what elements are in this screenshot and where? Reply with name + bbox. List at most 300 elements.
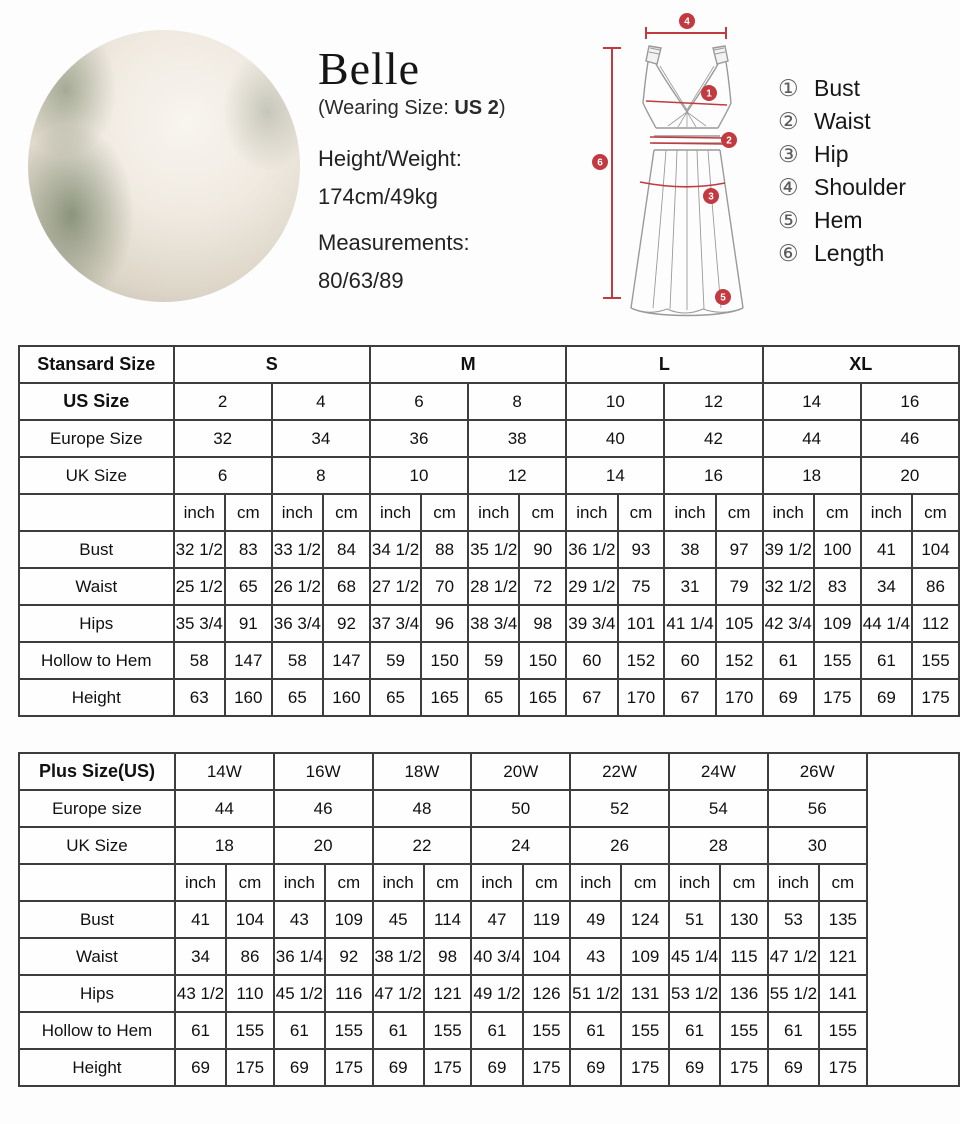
- table-cell: 26W: [768, 753, 867, 790]
- table-cell: 93: [618, 531, 665, 568]
- table-cell: 91: [225, 605, 272, 642]
- table-cell: Bust: [19, 901, 175, 938]
- table-cell: 24W: [669, 753, 768, 790]
- table-cell: 29 1/2: [566, 568, 617, 605]
- table-cell: 44: [175, 790, 274, 827]
- table-cell: 32 1/2: [763, 568, 814, 605]
- wearing-size-prefix: (Wearing Size:: [318, 96, 455, 119]
- table-cell: 52: [570, 790, 669, 827]
- legend-item-hip: [778, 138, 906, 171]
- table-cell: 61: [175, 1012, 226, 1049]
- table-row: [19, 420, 959, 457]
- table-cell: cm: [424, 864, 472, 901]
- table-cell: cm: [325, 864, 373, 901]
- table-cell: cm: [716, 494, 763, 531]
- table-cell: 49 1/2: [471, 975, 522, 1012]
- dress-diagram: [580, 0, 770, 320]
- table-cell: 47 1/2: [373, 975, 424, 1012]
- table-cell: 70: [421, 568, 468, 605]
- table-cell: 67: [664, 679, 715, 716]
- table-cell: 59: [468, 642, 519, 679]
- table-cell: 31: [664, 568, 715, 605]
- table-cell: cm: [323, 494, 370, 531]
- table-cell: 69: [175, 1049, 226, 1086]
- table-cell: 175: [621, 1049, 669, 1086]
- table-cell: 47 1/2: [768, 938, 819, 975]
- circled-3-icon: ③: [778, 141, 799, 167]
- table-cell: cm: [618, 494, 665, 531]
- table-cell: 88: [421, 531, 468, 568]
- table-cell: 28: [669, 827, 768, 864]
- table-cell: 37 3/4: [370, 605, 421, 642]
- table-cell: 48: [373, 790, 472, 827]
- table-cell: 92: [325, 938, 373, 975]
- table-cell: 84: [323, 531, 370, 568]
- table-row: [19, 938, 959, 975]
- table-cell: 58: [174, 642, 225, 679]
- table-cell: 152: [618, 642, 665, 679]
- legend-item-shoulder: [778, 171, 906, 204]
- table-cell: 16W: [274, 753, 373, 790]
- table-cell: 12: [468, 457, 566, 494]
- table-cell: 18: [175, 827, 274, 864]
- table-cell: Bust: [19, 531, 174, 568]
- table-cell: 115: [720, 938, 768, 975]
- table-cell: 105: [716, 605, 763, 642]
- table-cell: 109: [325, 901, 373, 938]
- table-cell: 69: [768, 1049, 819, 1086]
- table-cell: 98: [424, 938, 472, 975]
- table-cell: cm: [912, 494, 959, 531]
- table-cell: 116: [325, 975, 373, 1012]
- table-cell: 61: [570, 1012, 621, 1049]
- table-cell: 42 3/4: [763, 605, 814, 642]
- legend-label: Length: [814, 240, 885, 266]
- table-cell: 155: [912, 642, 959, 679]
- table-row: [19, 975, 959, 1012]
- table-cell: 14: [763, 383, 861, 420]
- table-row: [19, 901, 959, 938]
- table-cell: 53 1/2: [669, 975, 720, 1012]
- table-cell: 69: [373, 1049, 424, 1086]
- table-cell: 8: [272, 457, 370, 494]
- table-cell: 126: [523, 975, 571, 1012]
- table-row: [19, 531, 959, 568]
- table-cell: 121: [819, 938, 867, 975]
- table-cell: inch: [272, 494, 323, 531]
- table-row: [19, 1049, 959, 1086]
- table-row: [19, 568, 959, 605]
- table-cell: 175: [226, 1049, 274, 1086]
- table-cell: 59: [370, 642, 421, 679]
- table-row: [19, 346, 959, 383]
- table-cell: 55 1/2: [768, 975, 819, 1012]
- table-cell: 22: [373, 827, 472, 864]
- table-cell: 110: [226, 975, 274, 1012]
- table-row: [19, 753, 959, 790]
- table-cell: 26: [570, 827, 669, 864]
- table-cell: inch: [468, 494, 519, 531]
- table-cell: inch: [861, 494, 912, 531]
- table-cell: [867, 753, 959, 1086]
- table-cell: 109: [814, 605, 861, 642]
- table-row: [19, 864, 959, 901]
- table-cell: 112: [912, 605, 959, 642]
- table-cell: 69: [274, 1049, 325, 1086]
- table-cell: 65: [272, 679, 323, 716]
- table-cell: inch: [174, 494, 225, 531]
- table-cell: inch: [373, 864, 424, 901]
- table-cell: 86: [226, 938, 274, 975]
- plus-size-table: [18, 752, 960, 1087]
- table-cell: 75: [618, 568, 665, 605]
- table-cell: 14W: [175, 753, 274, 790]
- table-cell: 32: [174, 420, 272, 457]
- table-cell: 68: [323, 568, 370, 605]
- table-cell: 34: [861, 568, 912, 605]
- table-cell: 155: [325, 1012, 373, 1049]
- legend-label: Waist: [814, 108, 871, 134]
- table-cell: 69: [669, 1049, 720, 1086]
- table-cell: 38: [664, 531, 715, 568]
- table-cell: 44: [763, 420, 861, 457]
- legend-item-waist: [778, 105, 906, 138]
- table-cell: 36: [370, 420, 468, 457]
- table-cell: 155: [523, 1012, 571, 1049]
- table-cell: 170: [618, 679, 665, 716]
- table-cell: inch: [763, 494, 814, 531]
- table-cell: 20W: [471, 753, 570, 790]
- table-cell: 175: [912, 679, 959, 716]
- table-cell: Europe Size: [19, 420, 174, 457]
- table-cell: 175: [819, 1049, 867, 1086]
- table-cell: 27 1/2: [370, 568, 421, 605]
- table-cell: 8: [468, 383, 566, 420]
- table-cell: Height: [19, 1049, 175, 1086]
- table-cell: 32 1/2: [174, 531, 225, 568]
- callout-bust: 1: [706, 88, 712, 100]
- callout-hem: 5: [720, 292, 726, 304]
- table-cell: 40 3/4: [471, 938, 522, 975]
- measurement-legend: [778, 72, 906, 270]
- table-cell: 39 1/2: [763, 531, 814, 568]
- table-cell: 100: [814, 531, 861, 568]
- table-cell: Hips: [19, 605, 174, 642]
- legend-item-bust: [778, 72, 906, 105]
- table-cell: 69: [471, 1049, 522, 1086]
- table-cell: 86: [912, 568, 959, 605]
- table-cell: 61: [861, 642, 912, 679]
- table-cell: 104: [523, 938, 571, 975]
- table-cell: 65: [468, 679, 519, 716]
- table-cell: M: [370, 346, 566, 383]
- table-cell: 160: [225, 679, 272, 716]
- table-cell: 16: [861, 383, 959, 420]
- table-cell: 60: [664, 642, 715, 679]
- table-cell: 92: [323, 605, 370, 642]
- table-cell: 28 1/2: [468, 568, 519, 605]
- table-cell: 47: [471, 901, 522, 938]
- table-cell: 38: [468, 420, 566, 457]
- table-cell: 160: [323, 679, 370, 716]
- table-cell: Hips: [19, 975, 175, 1012]
- table-cell: 114: [424, 901, 472, 938]
- table-cell: 155: [819, 1012, 867, 1049]
- table-cell: 35 3/4: [174, 605, 225, 642]
- callout-hip: 3: [708, 191, 714, 203]
- model-name: Belle: [318, 43, 421, 94]
- table-cell: 121: [424, 975, 472, 1012]
- table-cell: 61: [768, 1012, 819, 1049]
- table-cell: inch: [274, 864, 325, 901]
- table-cell: 98: [519, 605, 566, 642]
- table-row: [19, 494, 959, 531]
- table-cell: Hollow to Hem: [19, 642, 174, 679]
- table-cell: 38 1/2: [373, 938, 424, 975]
- table-cell: 12: [664, 383, 762, 420]
- table-cell: inch: [768, 864, 819, 901]
- table-cell: 155: [226, 1012, 274, 1049]
- table-cell: Waist: [19, 568, 174, 605]
- table-cell: cm: [523, 864, 571, 901]
- table-cell: 60: [566, 642, 617, 679]
- table-cell: 175: [424, 1049, 472, 1086]
- table-cell: cm: [819, 864, 867, 901]
- table-cell: 24: [471, 827, 570, 864]
- table-cell: 170: [716, 679, 763, 716]
- table-cell: 53: [768, 901, 819, 938]
- table-cell: 135: [819, 901, 867, 938]
- table-cell: 63: [174, 679, 225, 716]
- table-cell: 36 1/2: [566, 531, 617, 568]
- table-cell: Stansard Size: [19, 346, 174, 383]
- table-cell: 33 1/2: [272, 531, 323, 568]
- table-cell: 130: [720, 901, 768, 938]
- table-cell: Hollow to Hem: [19, 1012, 175, 1049]
- table-cell: 18: [763, 457, 861, 494]
- table-cell: 147: [225, 642, 272, 679]
- table-cell: 36 3/4: [272, 605, 323, 642]
- table-cell: cm: [519, 494, 566, 531]
- table-cell: 155: [621, 1012, 669, 1049]
- wearing-size-suffix: ): [498, 96, 506, 119]
- table-cell: 131: [621, 975, 669, 1012]
- callout-length: 6: [597, 157, 603, 169]
- table-cell: 155: [720, 1012, 768, 1049]
- table-cell: inch: [664, 494, 715, 531]
- table-cell: 41 1/4: [664, 605, 715, 642]
- table-cell: Plus Size(US): [19, 753, 175, 790]
- table-cell: 45: [373, 901, 424, 938]
- table-cell: Europe size: [19, 790, 175, 827]
- legend-label: Hem: [814, 207, 863, 233]
- table-cell: 90: [519, 531, 566, 568]
- table-cell: 69: [861, 679, 912, 716]
- table-cell: 42: [664, 420, 762, 457]
- table-cell: 56: [768, 790, 867, 827]
- table-cell: L: [566, 346, 762, 383]
- table-cell: 39 3/4: [566, 605, 617, 642]
- height-weight-label: Height/Weight:: [318, 145, 462, 171]
- callout-shoulder: 4: [684, 16, 690, 28]
- table-cell: 141: [819, 975, 867, 1012]
- callout-waist: 2: [726, 135, 732, 147]
- wearing-size-value: US 2: [454, 96, 499, 119]
- table-cell: 20: [861, 457, 959, 494]
- table-cell: 18W: [373, 753, 472, 790]
- table-cell: 51: [669, 901, 720, 938]
- legend-item-length: [778, 237, 906, 270]
- table-cell: 61: [471, 1012, 522, 1049]
- table-cell: cm: [720, 864, 768, 901]
- table-cell: 150: [421, 642, 468, 679]
- table-cell: 72: [519, 568, 566, 605]
- table-cell: 147: [323, 642, 370, 679]
- dress-sketch: [631, 46, 743, 316]
- circled-4-icon: ④: [778, 174, 799, 200]
- table-cell: 38 3/4: [468, 605, 519, 642]
- table-cell: UK Size: [19, 827, 175, 864]
- circled-1-icon: ①: [778, 75, 799, 101]
- table-cell: 49: [570, 901, 621, 938]
- table-cell: 54: [669, 790, 768, 827]
- circled-2-icon: ②: [778, 108, 799, 134]
- table-cell: 46: [274, 790, 373, 827]
- wearing-size: [318, 97, 506, 120]
- table-cell: 10: [566, 383, 664, 420]
- table-row: [19, 679, 959, 716]
- table-cell: 25 1/2: [174, 568, 225, 605]
- table-cell: Height: [19, 679, 174, 716]
- table-cell: 83: [814, 568, 861, 605]
- table-cell: 97: [716, 531, 763, 568]
- table-cell: cm: [225, 494, 272, 531]
- table-cell: 43 1/2: [175, 975, 226, 1012]
- table-cell: 40: [566, 420, 664, 457]
- table-cell: UK Size: [19, 457, 174, 494]
- table-cell: 136: [720, 975, 768, 1012]
- table-cell: cm: [621, 864, 669, 901]
- table-cell: 46: [861, 420, 959, 457]
- table-row: [19, 827, 959, 864]
- table-cell: inch: [566, 494, 617, 531]
- table-cell: 69: [763, 679, 814, 716]
- circled-6-icon: ⑥: [778, 240, 799, 266]
- table-cell: 165: [421, 679, 468, 716]
- table-cell: 155: [814, 642, 861, 679]
- circled-5-icon: ⑤: [778, 207, 799, 233]
- table-cell: 124: [621, 901, 669, 938]
- table-cell: 22W: [570, 753, 669, 790]
- table-cell: 45 1/4: [669, 938, 720, 975]
- table-cell: 175: [720, 1049, 768, 1086]
- table-cell: 61: [669, 1012, 720, 1049]
- table-cell: 152: [716, 642, 763, 679]
- table-cell: inch: [471, 864, 522, 901]
- table-cell: 36 1/4: [274, 938, 325, 975]
- table-cell: inch: [669, 864, 720, 901]
- standard-size-table: [18, 345, 960, 717]
- table-cell: 34 1/2: [370, 531, 421, 568]
- table-cell: 175: [814, 679, 861, 716]
- table-row: [19, 457, 959, 494]
- table-cell: [19, 494, 174, 531]
- model-info: [318, 44, 506, 294]
- table-cell: 65: [370, 679, 421, 716]
- table-cell: S: [174, 346, 370, 383]
- legend-item-hem: [778, 204, 906, 237]
- table-cell: inch: [570, 864, 621, 901]
- table-cell: 119: [523, 901, 571, 938]
- table-cell: cm: [226, 864, 274, 901]
- table-cell: 61: [274, 1012, 325, 1049]
- table-cell: 4: [272, 383, 370, 420]
- table-cell: 2: [174, 383, 272, 420]
- table-cell: cm: [814, 494, 861, 531]
- table-cell: 6: [174, 457, 272, 494]
- table-cell: 44 1/4: [861, 605, 912, 642]
- table-row: [19, 1012, 959, 1049]
- table-cell: 104: [226, 901, 274, 938]
- table-cell: 10: [370, 457, 468, 494]
- table-cell: 34: [272, 420, 370, 457]
- table-cell: cm: [421, 494, 468, 531]
- table-cell: 51 1/2: [570, 975, 621, 1012]
- legend-label: Hip: [814, 141, 849, 167]
- table-cell: inch: [370, 494, 421, 531]
- table-cell: 109: [621, 938, 669, 975]
- table-cell: 20: [274, 827, 373, 864]
- table-cell: 101: [618, 605, 665, 642]
- table-cell: 26 1/2: [272, 568, 323, 605]
- table-cell: 61: [763, 642, 814, 679]
- table-cell: US Size: [19, 383, 174, 420]
- table-cell: [19, 864, 175, 901]
- height-weight-value: 174cm/49kg: [318, 183, 438, 209]
- table-cell: 104: [912, 531, 959, 568]
- measurements-label: Measurements:: [318, 229, 470, 255]
- legend-label: Bust: [814, 75, 861, 101]
- table-cell: 65: [225, 568, 272, 605]
- table-cell: 14: [566, 457, 664, 494]
- table-cell: 83: [225, 531, 272, 568]
- table-cell: inch: [175, 864, 226, 901]
- table-cell: 41: [861, 531, 912, 568]
- table-row: [19, 605, 959, 642]
- table-cell: 43: [570, 938, 621, 975]
- table-cell: 175: [325, 1049, 373, 1086]
- table-cell: 155: [424, 1012, 472, 1049]
- table-cell: 34: [175, 938, 226, 975]
- table-cell: 79: [716, 568, 763, 605]
- model-photo: [28, 30, 300, 302]
- table-cell: 96: [421, 605, 468, 642]
- table-cell: XL: [763, 346, 959, 383]
- table-cell: Waist: [19, 938, 175, 975]
- table-cell: 61: [373, 1012, 424, 1049]
- table-cell: 50: [471, 790, 570, 827]
- measurements-value: 80/63/89: [318, 267, 404, 293]
- table-cell: 30: [768, 827, 867, 864]
- legend-label: Shoulder: [814, 174, 907, 200]
- table-row: [19, 790, 959, 827]
- table-cell: 165: [519, 679, 566, 716]
- table-cell: 175: [523, 1049, 571, 1086]
- table-cell: 35 1/2: [468, 531, 519, 568]
- table-row: [19, 383, 959, 420]
- table-cell: 41: [175, 901, 226, 938]
- table-row: [19, 642, 959, 679]
